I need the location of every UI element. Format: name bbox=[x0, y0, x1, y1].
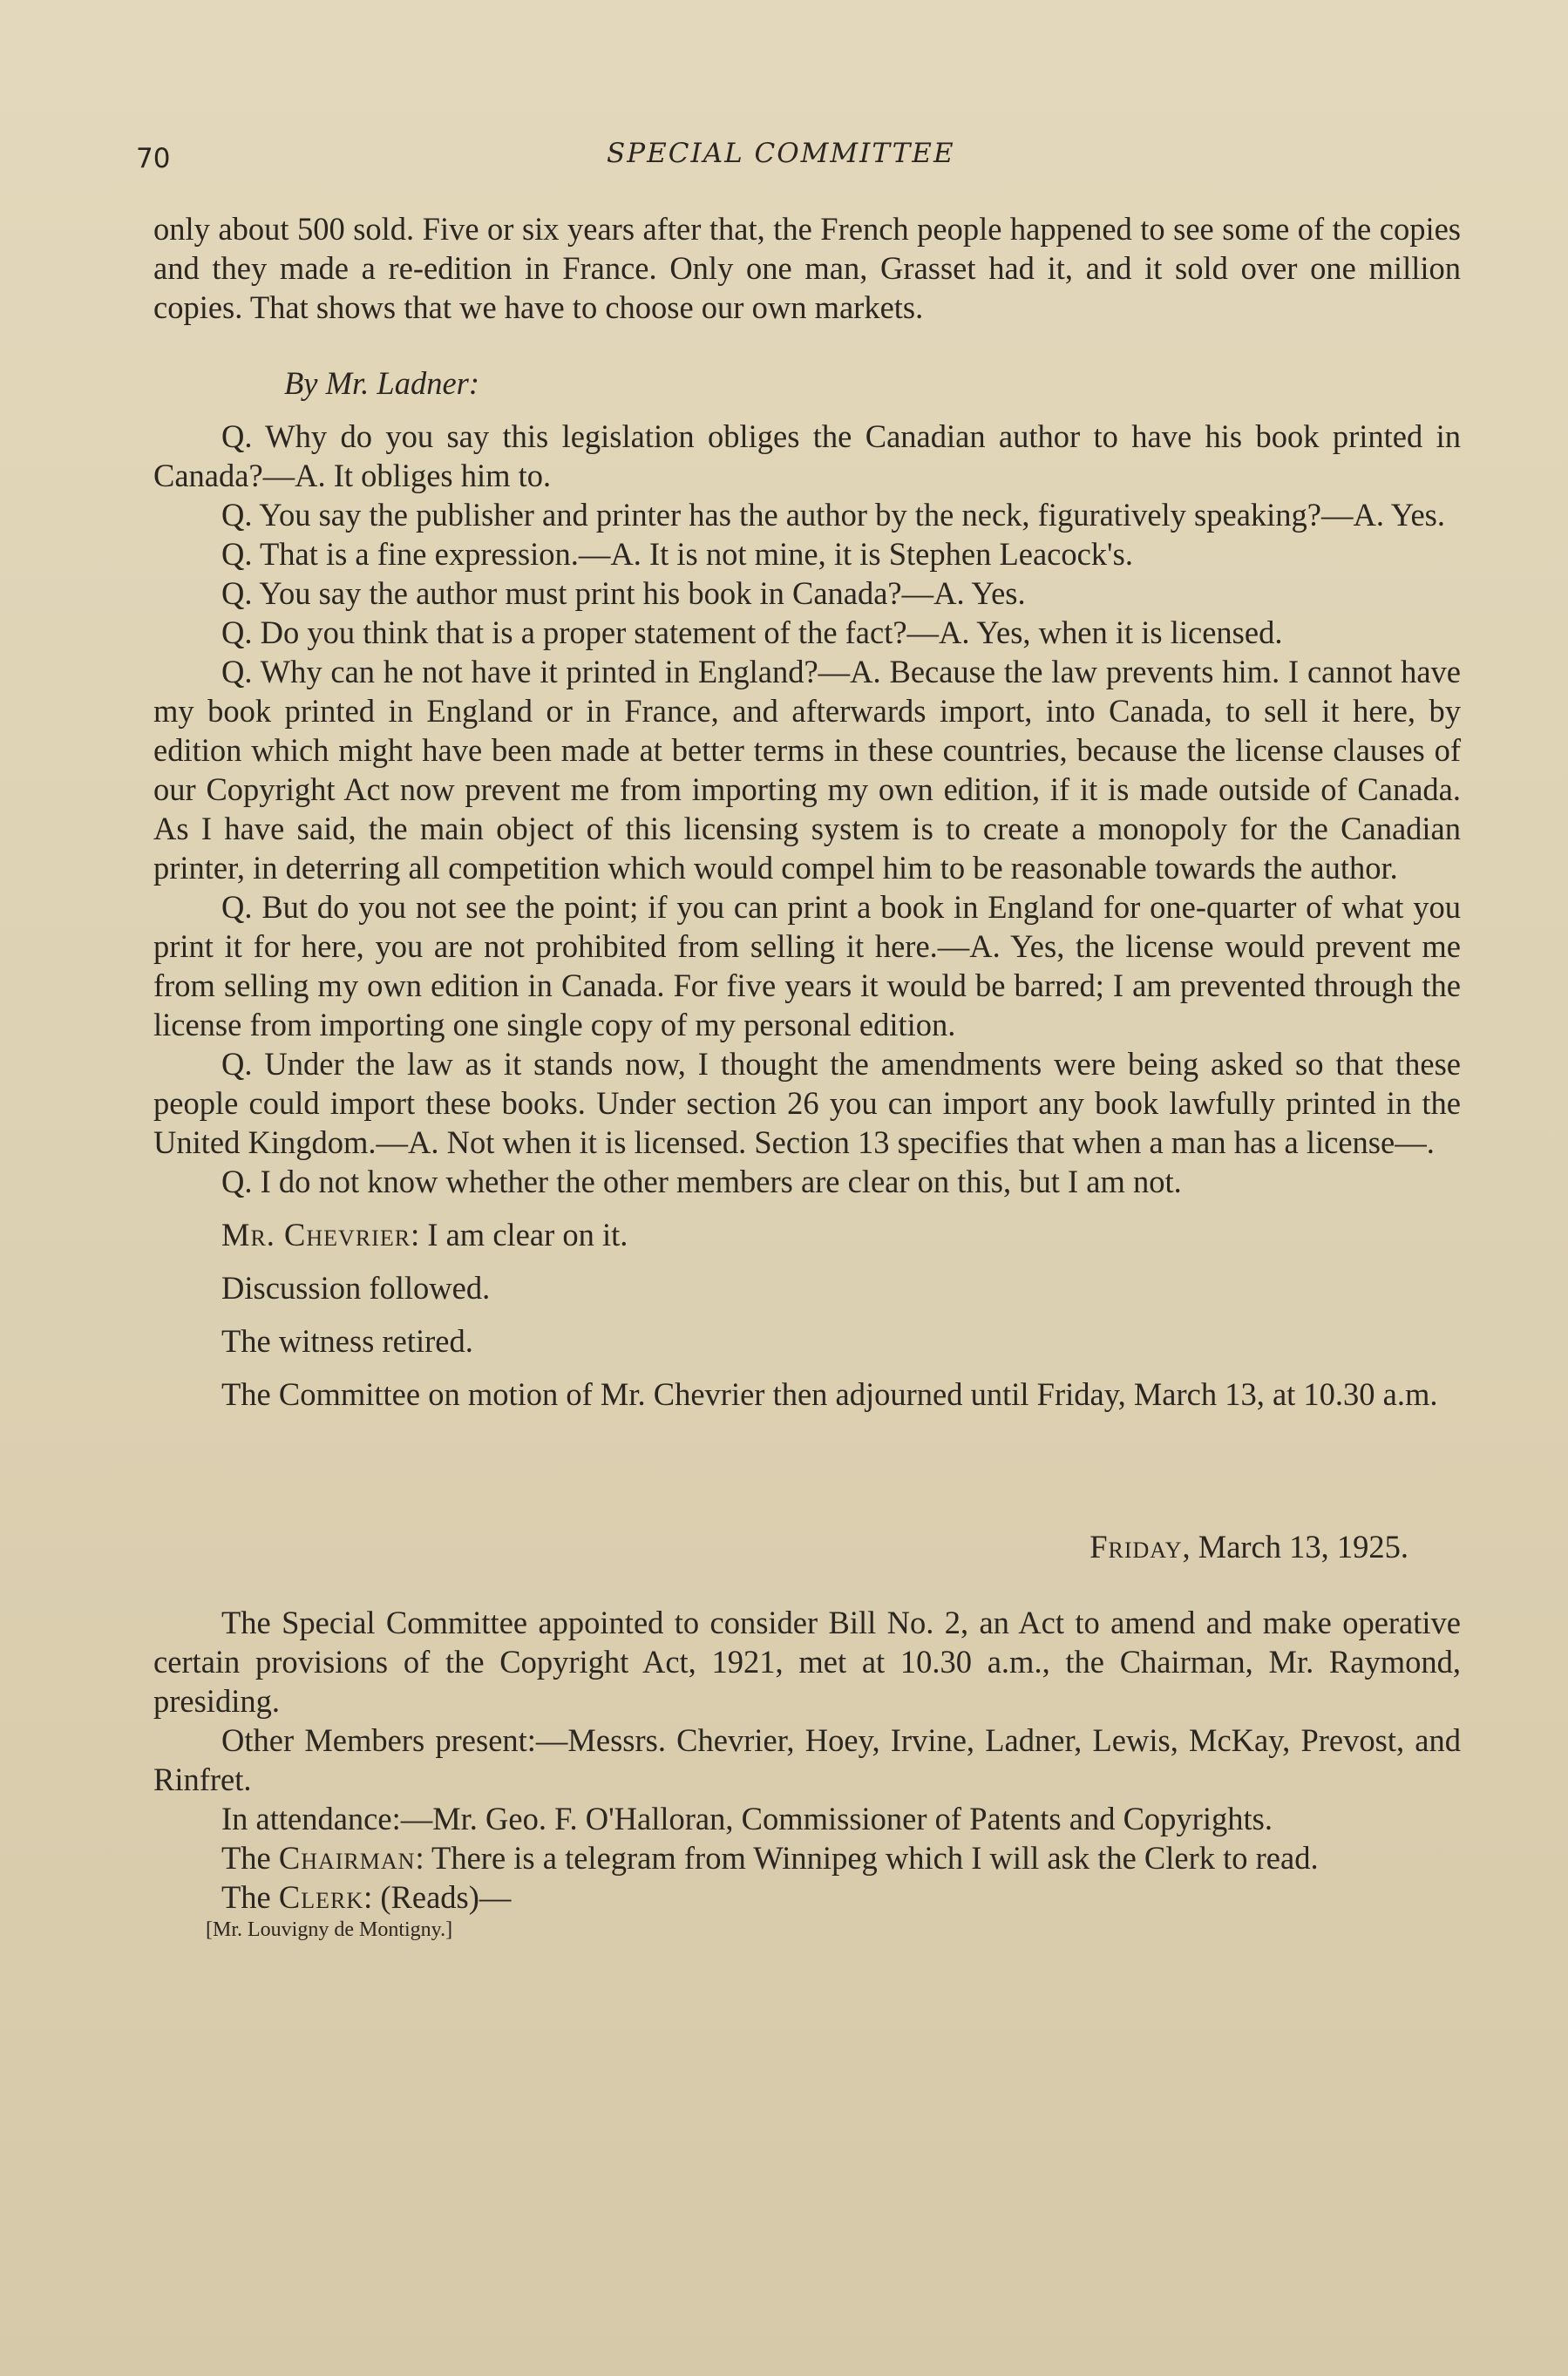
clerk-text: : (Reads)— bbox=[363, 1879, 512, 1915]
chevrier-text: : I am clear on it. bbox=[411, 1217, 628, 1252]
paragraph-continuation: only about 500 sold. Five or six years after that, the French people happened to see some of the copies and they made a re-edition in France. Only one man, Grasset had it, and it sold over one million copies. That shows that we have to choose our own markets. bbox=[153, 211, 1461, 325]
members-present: Other Members present:—Messrs. Chevrier, Hoey, Irvine, Ladner, Lewis, McKay, Prevost, and Rinfret. bbox=[153, 1722, 1461, 1797]
question-1: Q. Why do you say this legislation obliges the Canadian author to have his book printed in Canada?—A. It obliges him to. bbox=[153, 418, 1461, 493]
in-attendance: In attendance:—Mr. Geo. F. O'Halloran, Commissioner of Patents and Copyrights. bbox=[221, 1801, 1273, 1836]
chairman-text: : There is a telegram from Winnipeg which I will ask the Clerk to read. bbox=[415, 1840, 1319, 1876]
speaker-chairman: Chairman bbox=[278, 1840, 416, 1876]
chevrier-statement bbox=[153, 1215, 1461, 1254]
question-3: Q. That is a fine expression.—A. It is not mine, it is Stephen Leacock's. bbox=[221, 536, 1133, 572]
question-4: Q. You say the author must print his book in Canada?—A. Yes. bbox=[221, 575, 1026, 611]
session-dateline bbox=[153, 1527, 1461, 1566]
footer-attribution: [Mr. Louvigny de Montigny.] bbox=[206, 1918, 453, 1941]
speaker-clerk: Clerk bbox=[278, 1879, 364, 1915]
chairman-statement: The Chairman: There is a telegram from Winnipeg which I will ask the Clerk to read. bbox=[221, 1840, 1319, 1876]
examiner-byline: By Mr. Ladner: bbox=[284, 365, 480, 401]
question-6: Q. Why can he not have it printed in England?—A. Because the law prevents him. I cannot have my book printed in England or in France, and afterwards import, into Canada, to sell it here, by edition which might have been made at better terms in these countries, because the license clauses of our Copyright Act now prevent me from importing my own edition, if it is made outside of Canada. As I have said, the main object of this licensing system is to create a monopoly for the Canadian printer, in deterring all competition which would compel him to be reasonable towards the author. bbox=[153, 654, 1461, 886]
speaker-chevrier: Mr. Chevrier bbox=[221, 1217, 411, 1252]
question-8: Q. Under the law as it stands now, I thought the amendments were being asked so that these people could import these books. Under section 26 you can import any book lawfully printed in the United Kingdom.—A. Not when it is licensed. Section 13 specifies that when a man has a license—. bbox=[153, 1046, 1461, 1160]
page-body bbox=[153, 209, 1461, 1943]
adjournment-note: The Committee on motion of Mr. Chevrier then adjourned until Friday, March 13, at 10.30 a.m. bbox=[221, 1376, 1438, 1412]
question-2: Q. You say the publisher and printer has the author by the neck, figuratively speaking?—A. Yes. bbox=[221, 497, 1445, 533]
clerk-statement: The Clerk: (Reads)— bbox=[221, 1879, 512, 1915]
discussion-note: Discussion followed. bbox=[221, 1270, 491, 1306]
question-7: Q. But do you not see the point; if you can print a book in England for one-quarter of what you print it for here, you are not prohibited from selling it here.—A. Yes, the license would prevent me from selling my own edition in Canada. For five years it would be barred; I am prevented through the license from importing one single copy of my personal edition. bbox=[153, 889, 1461, 1042]
page-header bbox=[136, 138, 1463, 190]
page-number: 70 bbox=[136, 143, 171, 174]
dateline-day: Friday bbox=[1089, 1529, 1183, 1565]
dateline-date: , March 13, 1925. bbox=[1182, 1529, 1408, 1565]
session-opening: The Special Committee appointed to consider Bill No. 2, an Act to amend and make operative certain provisions of the Copyright Act, 1921, met at 10.30 a.m., the Chairman, Mr. Raymond, presiding. bbox=[153, 1605, 1461, 1719]
running-head: SPECIAL COMMITTEE bbox=[607, 138, 955, 169]
question-9: Q. I do not know whether the other members are clear on this, but I am not. bbox=[221, 1164, 1182, 1199]
question-5: Q. Do you think that is a proper statement of the fact?—A. Yes, when it is licensed. bbox=[221, 614, 1283, 650]
witness-note: The witness retired. bbox=[221, 1323, 473, 1359]
